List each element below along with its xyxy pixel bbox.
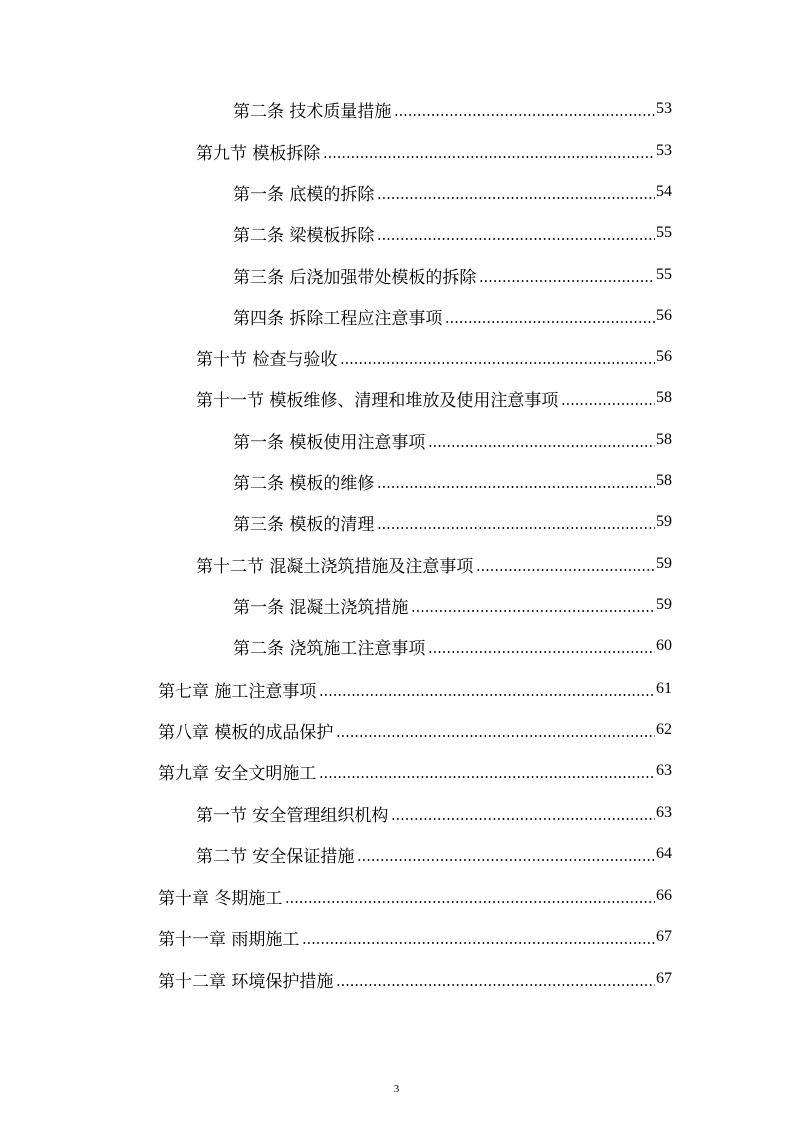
toc-entry-page: 53 [656, 100, 672, 117]
toc-dot-leader [428, 651, 655, 653]
toc-entry[interactable] [233, 590, 672, 620]
toc-entry-page: 58 [656, 431, 672, 448]
toc-entry-label: 第十一节 模板维修、清理和堆放及使用注意事项 [196, 390, 559, 411]
toc-entry-page: 58 [656, 472, 672, 489]
toc-dot-leader [479, 280, 655, 282]
toc-entry-page: 63 [656, 762, 672, 779]
toc-entry[interactable] [233, 301, 672, 331]
toc-entry[interactable] [233, 631, 672, 661]
toc-entry[interactable] [233, 218, 672, 248]
toc-dot-leader [377, 486, 655, 488]
toc-entry-label: 第十节 检查与验收 [196, 349, 338, 370]
toc-entry[interactable] [233, 177, 672, 207]
toc-entry-label: 第二条 模板的维修 [233, 473, 375, 494]
toc-entry-label: 第三条 模板的清理 [233, 514, 375, 535]
toc-entry-label: 第十二章 环境保护措施 [158, 971, 334, 992]
toc-entry[interactable] [196, 383, 672, 413]
toc-entry-page: 66 [656, 887, 672, 904]
toc-dot-leader [319, 694, 655, 696]
toc-dot-leader [285, 901, 655, 903]
toc-entry-label: 第九章 安全文明施工 [158, 763, 317, 784]
toc-entry[interactable] [158, 756, 672, 786]
toc-entry-label: 第十二节 混凝土浇筑措施及注意事项 [196, 556, 474, 577]
toc-dot-leader [336, 735, 655, 737]
toc-entry-label: 第九节 模板拆除 [196, 143, 321, 164]
toc-dot-leader [302, 942, 655, 944]
toc-dot-leader [377, 238, 655, 240]
toc-entry-label: 第一条 模板使用注意事项 [233, 432, 426, 453]
toc-entry[interactable] [158, 922, 672, 952]
toc-entry[interactable] [196, 136, 672, 166]
toc-entry[interactable] [233, 425, 672, 455]
toc-entry[interactable] [233, 260, 672, 290]
toc-entry[interactable] [196, 549, 672, 579]
toc-dot-leader [561, 403, 655, 405]
toc-entry-label: 第十章 冬期施工 [158, 888, 283, 909]
toc-entry[interactable] [196, 798, 672, 828]
toc-dot-leader [340, 362, 655, 364]
toc-entry-page: 67 [656, 970, 672, 987]
toc-entry-page: 55 [656, 266, 672, 283]
toc-entry[interactable] [233, 507, 672, 537]
toc-entry[interactable] [233, 466, 672, 496]
toc-entry-label: 第八章 模板的成品保护 [158, 722, 334, 743]
toc-entry-label: 第一条 混凝土浇筑措施 [233, 597, 409, 618]
toc-entry-page: 58 [656, 389, 672, 406]
toc-entry-label: 第一条 底模的拆除 [233, 184, 375, 205]
toc-entry[interactable] [158, 674, 672, 704]
toc-dot-leader [377, 527, 655, 529]
toc-entry-page: 61 [656, 680, 672, 697]
toc-entry[interactable] [196, 839, 672, 869]
toc-entry-label: 第七章 施工注意事项 [158, 681, 317, 702]
toc-entry-page: 67 [656, 928, 672, 945]
toc-entry-page: 64 [656, 845, 672, 862]
toc-entry-label: 第二条 技术质量措施 [233, 101, 392, 122]
toc-entry-label: 第三条 后浇加强带处模板的拆除 [233, 267, 477, 288]
toc-dot-leader [428, 445, 655, 447]
toc-entry-page: 62 [656, 721, 672, 738]
toc-entry-label: 第二条 浇筑施工注意事项 [233, 638, 426, 659]
toc-dot-leader [394, 114, 655, 116]
toc-entry[interactable] [158, 964, 672, 994]
page-number: 3 [393, 1083, 400, 1095]
toc-dot-leader [319, 776, 655, 778]
toc-entry-label: 第十一章 雨期施工 [158, 929, 300, 950]
toc-entry[interactable] [158, 715, 672, 745]
toc-entry[interactable] [196, 342, 672, 372]
toc-entry-page: 59 [656, 513, 672, 530]
toc-dot-leader [357, 859, 655, 861]
toc-entry[interactable] [158, 881, 672, 911]
toc-dot-leader [323, 156, 655, 158]
toc-entry-label: 第一节 安全管理组织机构 [196, 805, 389, 826]
toc-entry-page: 60 [656, 637, 672, 654]
toc-entry-page: 53 [656, 142, 672, 159]
toc-entry-page: 56 [656, 307, 672, 324]
toc-dot-leader [336, 984, 655, 986]
toc-entry-page: 54 [656, 183, 672, 200]
toc-dot-leader [411, 610, 655, 612]
toc-dot-leader [445, 321, 655, 323]
toc-dot-leader [391, 818, 655, 820]
toc-entry-label: 第二节 安全保证措施 [196, 846, 355, 867]
toc-entry-page: 56 [656, 348, 672, 365]
toc-entry-page: 59 [656, 596, 672, 613]
toc-dot-leader [377, 197, 655, 199]
toc-entry-label: 第二条 梁模板拆除 [233, 225, 375, 246]
toc-entry-label: 第四条 拆除工程应注意事项 [233, 308, 443, 329]
toc-entry-page: 63 [656, 804, 672, 821]
toc-entry-page: 59 [656, 555, 672, 572]
toc-entry-page: 55 [656, 224, 672, 241]
toc-entry[interactable] [233, 94, 672, 124]
toc-dot-leader [476, 569, 655, 571]
